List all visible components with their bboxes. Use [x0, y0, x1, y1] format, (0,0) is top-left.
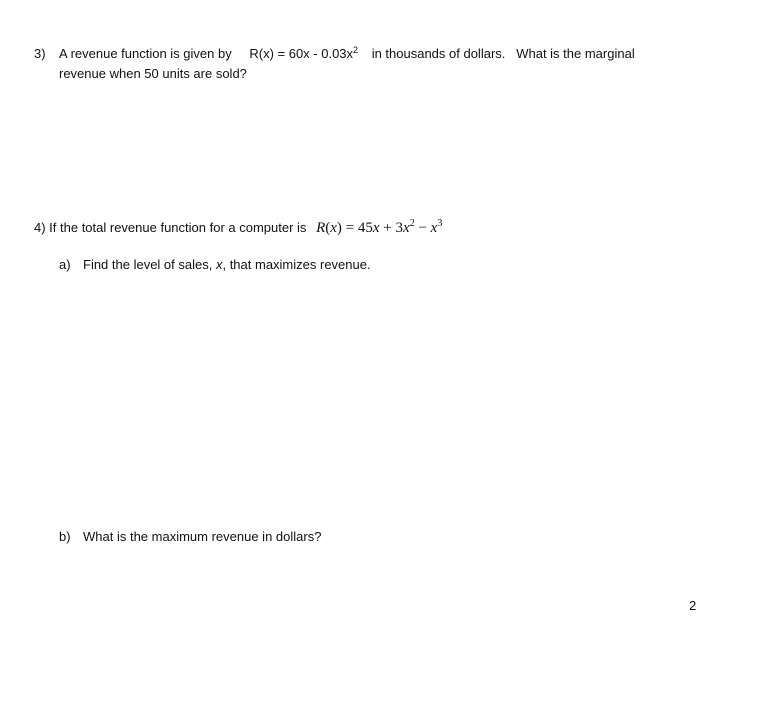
page-number: 2	[689, 598, 697, 613]
q4-part-a-before: Find the level of sales,	[83, 257, 216, 272]
q3-line1	[59, 46, 635, 61]
q3-intro-text: A revenue function is given by	[59, 46, 232, 61]
q4-formula-exp3: 3	[437, 218, 443, 229]
q4-line	[34, 220, 442, 237]
q4-formula-eq: ) = 45	[336, 220, 373, 236]
q4-formula-var: x	[330, 220, 337, 236]
q3-number: 3)	[34, 46, 46, 61]
q3-formula-exponent: 2	[353, 45, 359, 55]
q4-part-a-label: a)	[59, 257, 71, 272]
q4-part-a-var: x	[215, 257, 223, 272]
q4-part-b-text: What is the maximum revenue in dollars?	[83, 529, 322, 544]
q3-formula-main: R(x) = 60x - 0.03x	[249, 46, 354, 61]
q3-tail-text: in thousands of dollars. What is the marginal	[371, 46, 635, 61]
q4-revenue-formula	[316, 220, 442, 236]
q4-formula-open: (	[325, 220, 331, 236]
q4-part-b-label: b)	[59, 529, 71, 544]
q4-part-a-text	[83, 257, 371, 272]
q4-formula-var2: x	[372, 220, 380, 236]
q4-part-a-after: , that maximizes revenue.	[222, 257, 371, 272]
q4-formula-minus: −	[414, 220, 431, 236]
q4-formula-exp2: 2	[409, 218, 415, 229]
q4-intro-text: 4) If the total revenue function for a computer is	[34, 220, 307, 235]
q3-revenue-formula	[249, 46, 358, 61]
q4-formula-func: R	[316, 220, 326, 236]
q4-formula-plus: + 3	[379, 220, 404, 236]
q4-formula-var4: x	[430, 220, 438, 236]
q4-formula-var3: x	[403, 220, 410, 236]
q3-line2: revenue when 50 units are sold?	[59, 66, 247, 81]
